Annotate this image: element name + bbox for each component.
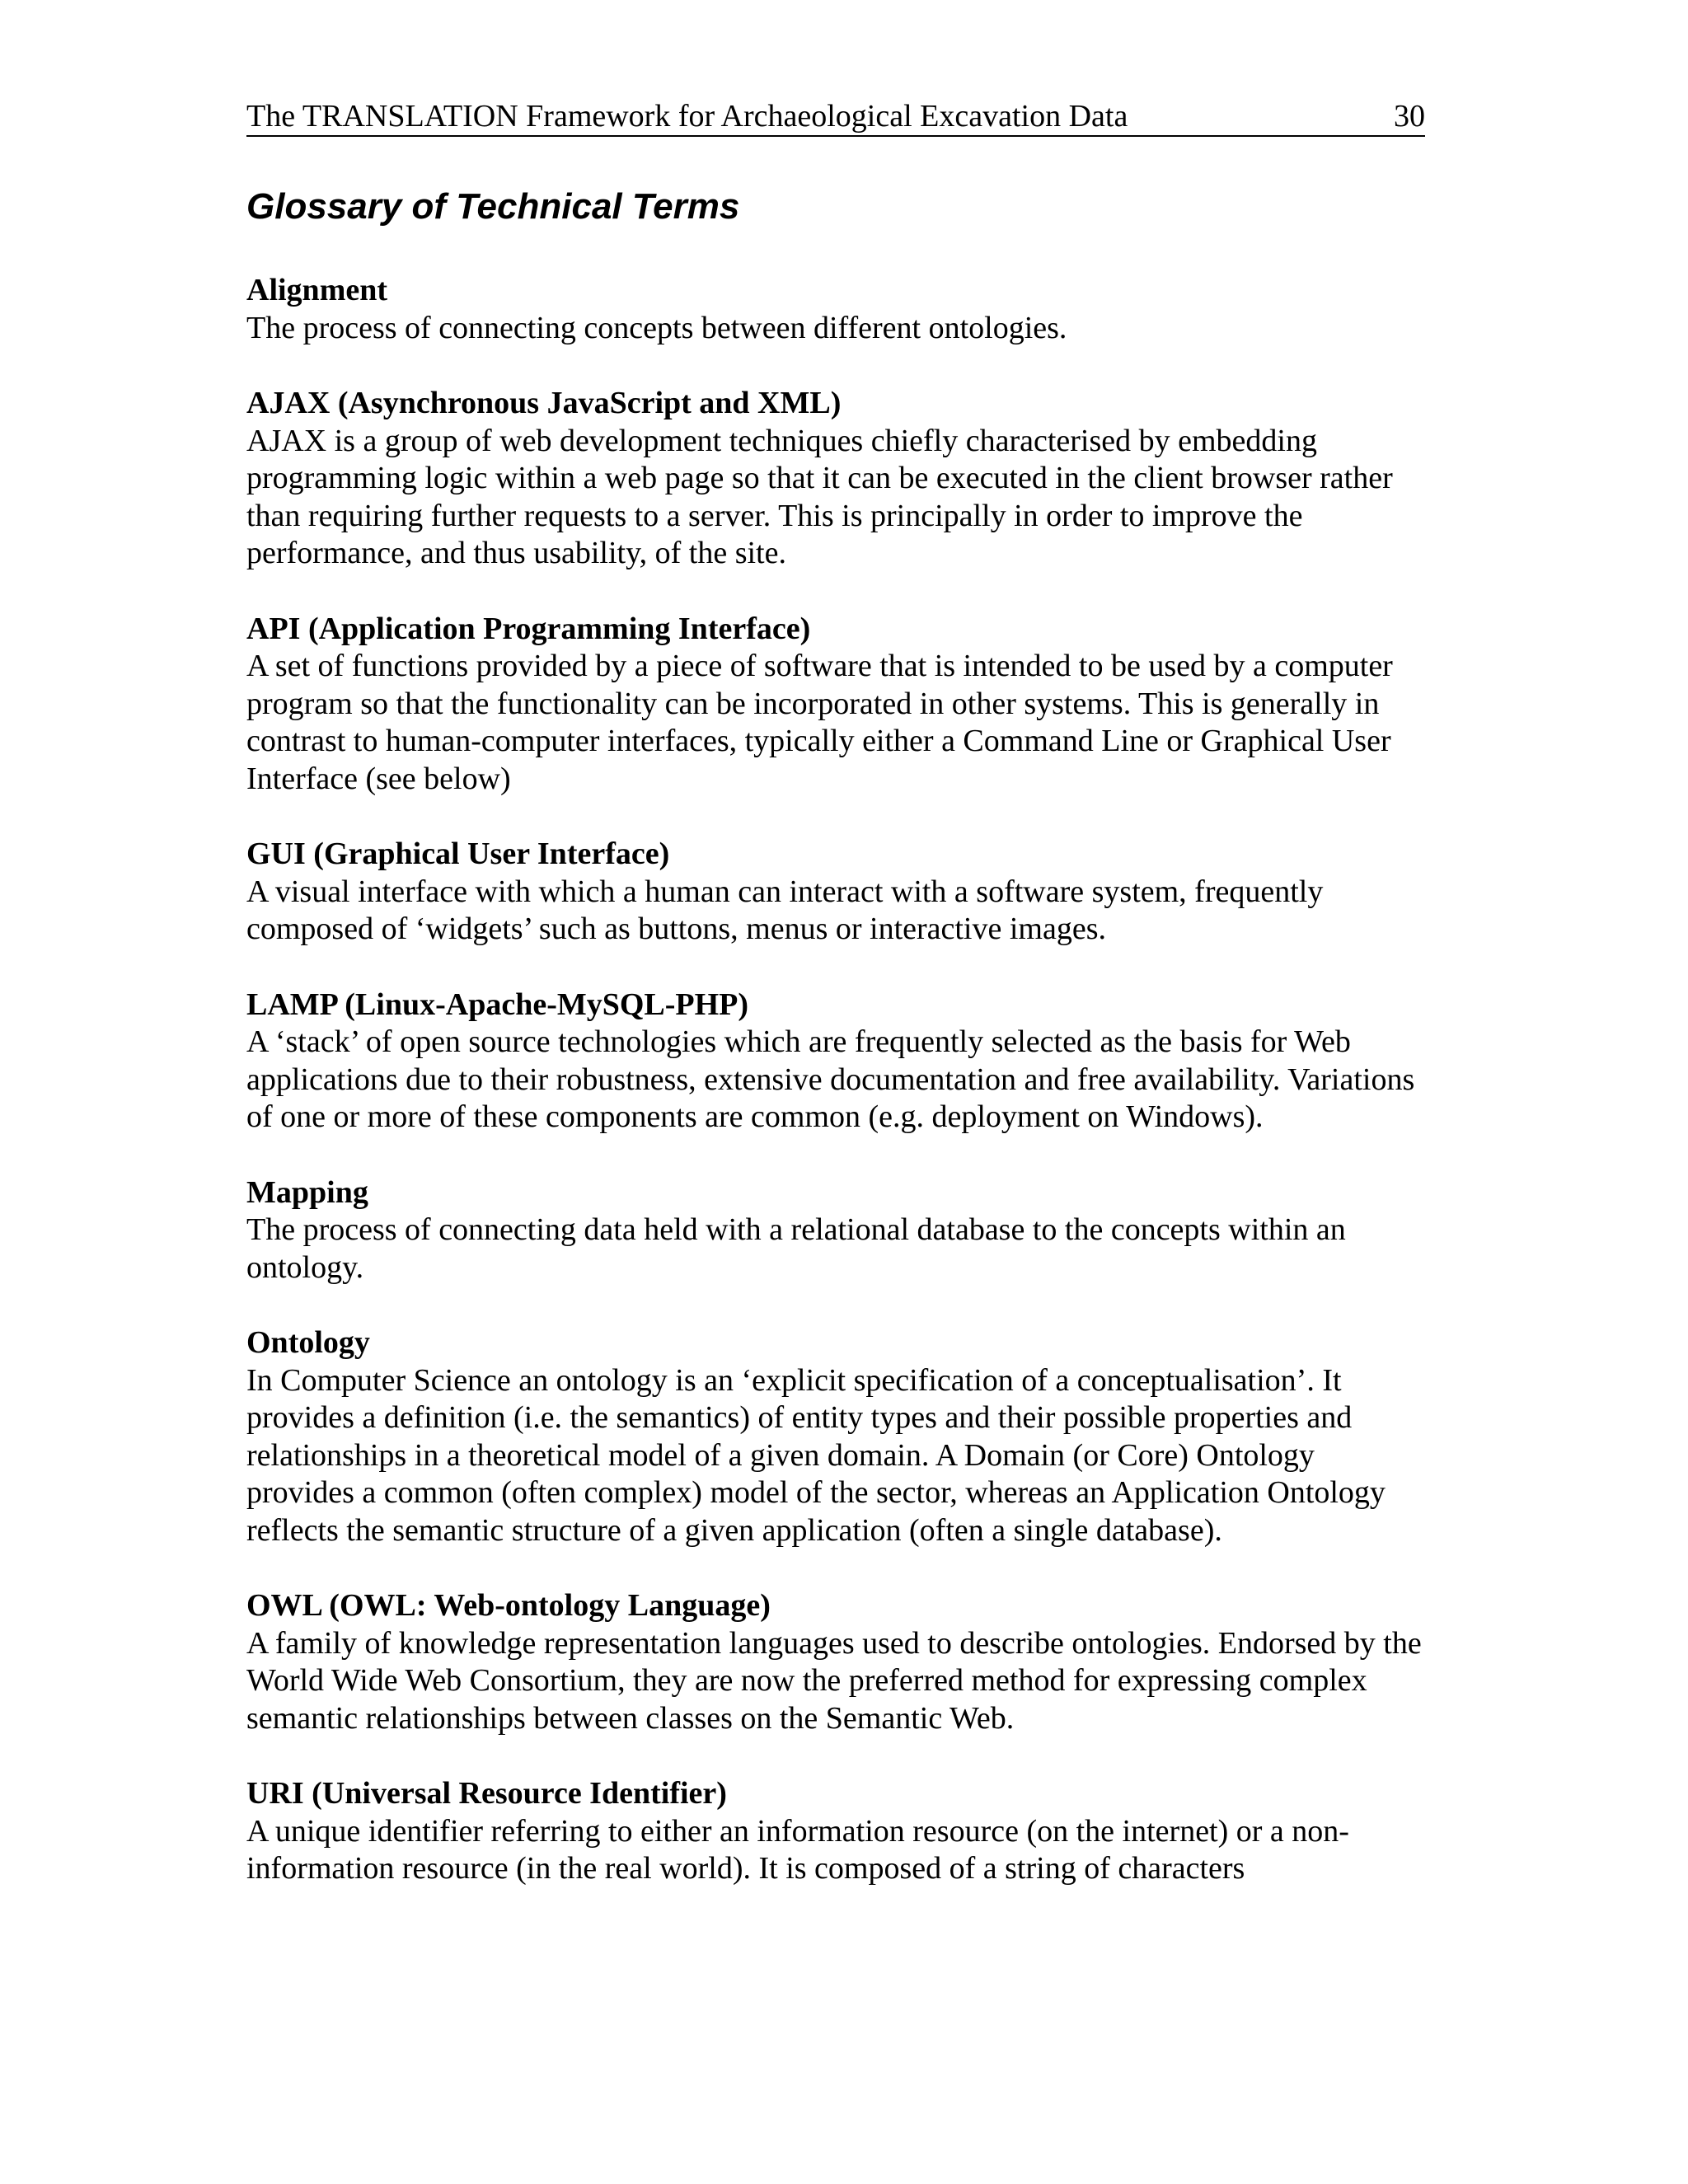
glossary-entry-lamp — [246, 987, 1425, 1137]
glossary-term: AJAX (Asynchronous JavaScript and XML) — [246, 386, 842, 420]
glossary-term: LAMP (Linux-Apache-MySQL-PHP) — [246, 987, 749, 1022]
glossary-term: Mapping — [246, 1174, 368, 1210]
glossary-definition: A set of functions provided by a piece of software that is intended to be used by a computer program so that the functionality can be incorporated in other systems. This is generally in contrast to human-computer interfaces, typically either a Command Line or Graphical User Interface (see below) — [246, 649, 1393, 796]
glossary-entry-owl — [246, 1587, 1425, 1737]
glossary-definition: The process of connecting concepts between different ontologies. — [246, 310, 1067, 345]
document-page — [246, 97, 1425, 1926]
glossary-definition: The process of connecting data held with a relational database to the concepts within an ontology. — [246, 1212, 1346, 1285]
glossary-term: API (Application Programming Interface) — [246, 611, 811, 646]
glossary-entry-ajax — [246, 385, 1425, 573]
page-number: 30 — [1394, 99, 1425, 134]
glossary-entry-mapping — [246, 1174, 1425, 1287]
glossary-definition: A family of knowledge representation languages used to describe ontologies. Endorsed by the World Wide Web Consortium, they are now the preferred method for expressing complex semantic relationships between classes on the Semantic Web. — [246, 1625, 1422, 1736]
glossary-entry-api — [246, 611, 1425, 799]
glossary-entry-alignment — [246, 272, 1425, 347]
glossary-definition: A unique identifier referring to either an information resource (on the internet) or a non-information resource (in the real world). It is composed of a string of characters — [246, 1813, 1349, 1886]
page-title: Glossary of Technical Terms — [246, 186, 740, 227]
glossary-definition: In Computer Science an ontology is an ‘explicit specification of a conceptualisation’. It provides a definition (i.e. the semantics) of entity types and their possible properties and relationships in a theoretical model of a given domain. A Domain (or Core) Ontology provides a common (often complex) model of the sector, whereas an Application Ontology reflects the semantic structure of a given application (often a single database). — [246, 1362, 1386, 1548]
glossary-entry-gui — [246, 836, 1425, 949]
glossary-term: Ontology — [246, 1325, 370, 1360]
running-title: The TRANSLATION Framework for Archaeological Excavation Data — [246, 99, 1128, 134]
glossary-entry-uri — [246, 1775, 1425, 1888]
glossary-term: URI (Universal Resource Identifier) — [246, 1776, 727, 1811]
glossary-term: Alignment — [246, 273, 387, 307]
glossary-definition: A visual interface with which a human can interact with a software system, frequently composed of ‘widgets’ such as buttons, menus or interactive images. — [246, 874, 1324, 946]
glossary-definition: A ‘stack’ of open source technologies which are frequently selected as the basis for Web applications due to their robustness, extensive documentation and free availability. Variations of one or more of these components are common (e.g. deployment on Windows). — [246, 1024, 1415, 1134]
glossary-list — [246, 272, 1425, 1888]
glossary-entry-ontology — [246, 1324, 1425, 1549]
glossary-term: GUI (Graphical User Interface) — [246, 837, 670, 871]
running-header — [246, 97, 1425, 137]
glossary-definition: AJAX is a group of web development techniques chiefly characterised by embedding programming logic within a web page so that it can be executed in the client browser rather than requiring further requests to a server. This is principally in order to improve the performance, and thus usability, of the site. — [246, 423, 1393, 570]
glossary-term: OWL (OWL: Web-ontology Language) — [246, 1588, 771, 1623]
